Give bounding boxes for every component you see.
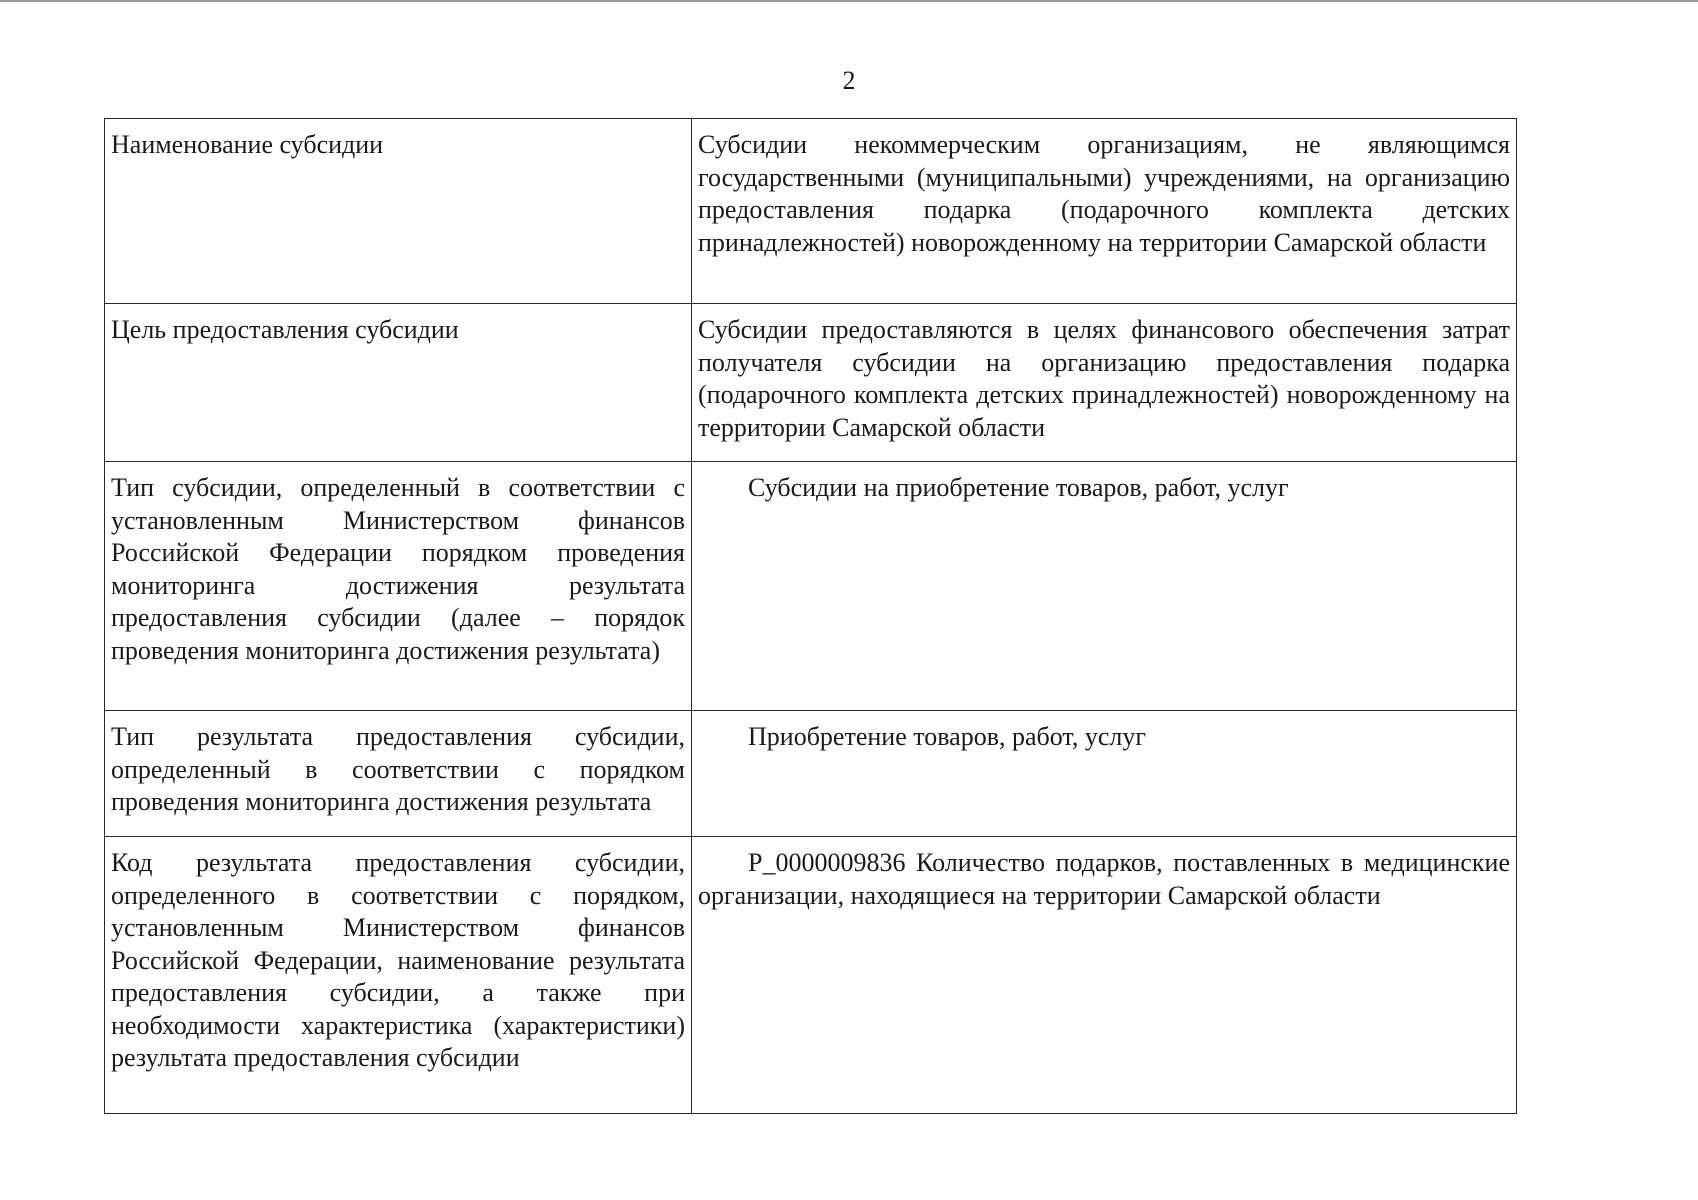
row-value-subsidy-purpose: Субсидии предоставляются в целях финансового обеспечения затрат получателя субсидии на организацию предоставления подарка (подарочного комплекта детских принадлежностей) новорожденному на территории Самарской области bbox=[692, 304, 1517, 462]
scan-top-edge bbox=[0, 0, 1698, 2]
row-label-subsidy-type: Тип субсидии, определенный в соответствии с установленным Министерством финансов Российской Федерации порядком проведения мониторинга достижения результата предоставления субсидии (далее – порядок проведения мониторинга достижения результата) bbox=[105, 462, 692, 711]
row-value-result-code: P_0000009836 Количество подарков, поставленных в медицинские организации, находящиеся на территории Самарской области bbox=[692, 837, 1517, 1114]
table-row bbox=[105, 837, 1517, 1114]
row-value-subsidy-type: Субсидии на приобретение товаров, работ, услуг bbox=[692, 462, 1517, 711]
row-label-result-code: Код результата предоставления субсидии, определенного в соответствии с порядком, установленным Министерством финансов Российской Федерации, наименование результата предоставления субсидии, а также при необходимости характеристика (характеристики) результата предоставления субсидии bbox=[105, 837, 692, 1114]
row-value-subsidy-name: Субсидии некоммерческим организациям, не являющимся государственными (муниципальными) учреждениями, на организацию предоставления подарка (подарочного комплекта детских принадлежностей) новорожденному на территории Самарской области bbox=[692, 119, 1517, 304]
row-label-result-type: Тип результата предоставления субсидии, определенный в соответствии с порядком проведения мониторинга достижения результата bbox=[105, 711, 692, 837]
table-row bbox=[105, 304, 1517, 462]
table-row bbox=[105, 711, 1517, 837]
row-label-subsidy-name: Наименование субсидии bbox=[105, 119, 692, 304]
row-value-result-type: Приобретение товаров, работ, услуг bbox=[692, 711, 1517, 837]
row-label-subsidy-purpose: Цель предоставления субсидии bbox=[105, 304, 692, 462]
page-number: 2 bbox=[842, 66, 856, 95]
table-row bbox=[105, 462, 1517, 711]
table-row bbox=[105, 119, 1517, 304]
subsidy-info-table bbox=[104, 118, 1517, 1114]
